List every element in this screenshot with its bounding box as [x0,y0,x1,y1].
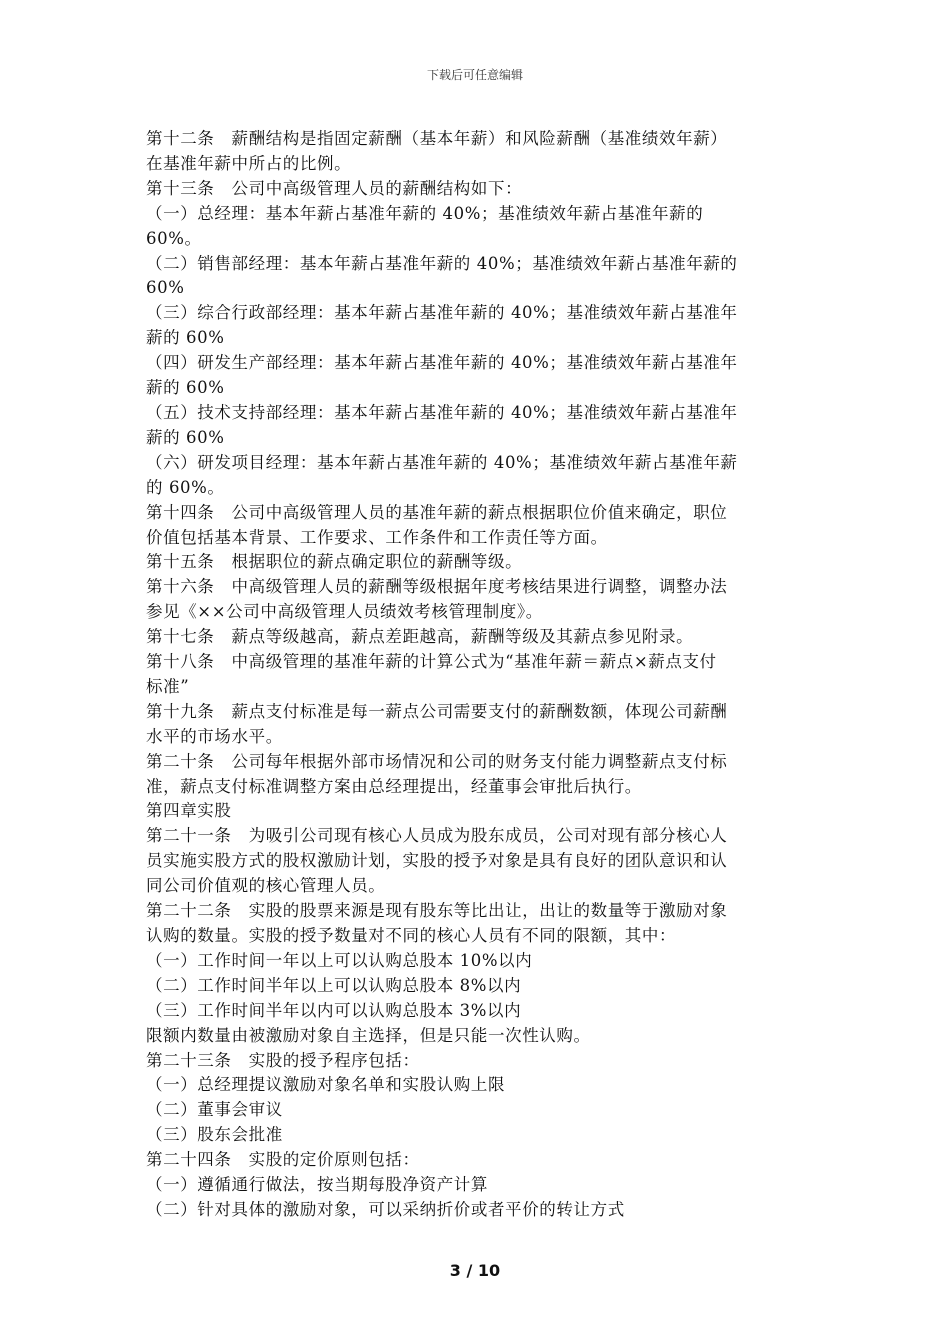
text-line: （二）工作时间半年以上可以认购总股本 8%以内 [146,975,522,995]
text-line: 第二十一条 为吸引公司现有核心人员成为股东成员，公司对现有部分核心人 [146,826,728,846]
text-line: 第二十三条 实股的授予程序包括： [146,1050,420,1070]
text-line: 准，薪点支付标准调整方案由总经理提出，经董事会审批后执行。 [146,776,642,796]
text-line: （四）研发生产部经理：基本年薪占基准年薪的 40%；基准绩效年薪占基准年 [146,353,738,373]
page-number: 3 / 10 [449,1261,501,1280]
text-line: （一）遵循通行做法，按当期每股净资产计算 [146,1175,488,1195]
text-line: 价值包括基本背景、工作要求、工作条件和工作责任等方面。 [146,527,608,547]
text-line: （三）工作时间半年以内可以认购总股本 3%以内 [146,1000,522,1020]
text-line: 参见《××公司中高级管理人员绩效考核管理制度》。 [146,602,543,622]
text-line: （三）综合行政部经理：基本年薪占基准年薪的 40%；基准绩效年薪占基准年 [146,303,738,323]
text-line: 的 60%。 [146,477,225,497]
text-line: 第十八条 中高级管理的基准年薪的计算公式为“基准年薪＝薪点×薪点支付 [146,652,717,672]
text-line: （二）销售部经理：基本年薪占基准年薪的 40%；基准绩效年薪占基准年薪的 [146,253,738,273]
text-line: （一）总经理提议激励对象名单和实股认购上限 [146,1075,506,1095]
text-line: 同公司价值观的核心管理人员。 [146,876,386,896]
text-line: 薪的 60% [146,427,225,447]
text-line: 薪的 60% [146,328,225,348]
text-line: 第十七条 薪点等级越高，薪点差距越高，薪酬等级及其薪点参见附录。 [146,627,694,647]
text-line: 第四章实股 [146,801,232,821]
text-line: （二）针对具体的激励对象，可以采纳折价或者平价的转让方式 [146,1199,625,1219]
text-line: 第二十条 公司每年根据外部市场情况和公司的财务支付能力调整薪点支付标 [146,751,728,771]
document-body [146,127,810,1223]
text-line: 员实施实股方式的股权激励计划，实股的授予对象是具有良好的团队意识和认 [146,851,728,871]
text-line: （一）工作时间一年以上可以认购总股本 10%以内 [146,950,533,970]
text-line: （二）董事会审议 [146,1100,283,1120]
text-line: 第二十四条 实股的定价原则包括： [146,1150,420,1170]
text-line: （一）总经理：基本年薪占基准年薪的 40%；基准绩效年薪占基准年薪的 [146,203,704,223]
page-header-note: 下载后可任意编辑 [426,68,523,82]
text-line: 第十九条 薪点支付标准是每一薪点公司需要支付的薪酬数额，体现公司薪酬 [146,701,728,721]
text-line: 认购的数量。实股的授予数量对不同的核心人员有不同的限额，其中： [146,926,677,945]
text-line: 限额内数量由被激励对象自主选择，但是只能一次性认购。 [146,1025,591,1045]
text-line: 第二十二条 实股的股票来源是现有股东等比出让，出让的数量等于激励对象 [146,901,728,921]
text-line: （三）股东会批准 [146,1125,283,1145]
text-line: 第十五条 根据职位的薪点确定职位的薪酬等级。 [146,552,523,572]
text-line: 第十二条 薪酬结构是指固定薪酬（基本年薪）和风险薪酬（基准绩效年薪） [146,129,728,148]
text-line: 第十四条 公司中高级管理人员的基准年薪的薪点根据职位价值来确定，职位 [146,502,728,522]
text-line: （六）研发项目经理：基本年薪占基准年薪的 40%；基准绩效年薪占基准年薪 [146,452,738,472]
text-line: 60% [146,278,185,298]
text-line: 薪的 60% [146,378,225,398]
text-line: 在基准年薪中所占的比例。 [146,153,352,173]
text-line: 标准” [146,676,190,696]
text-line: （五）技术支持部经理：基本年薪占基准年薪的 40%；基准绩效年薪占基准年 [146,402,738,422]
text-line: 第十三条 公司中高级管理人员的薪酬结构如下： [146,178,523,198]
text-line: 第十六条 中高级管理人员的薪酬等级根据年度考核结果进行调整，调整办法 [146,577,728,597]
text-line: 60%。 [146,228,202,248]
text-line: 水平的市场水平。 [146,726,283,746]
